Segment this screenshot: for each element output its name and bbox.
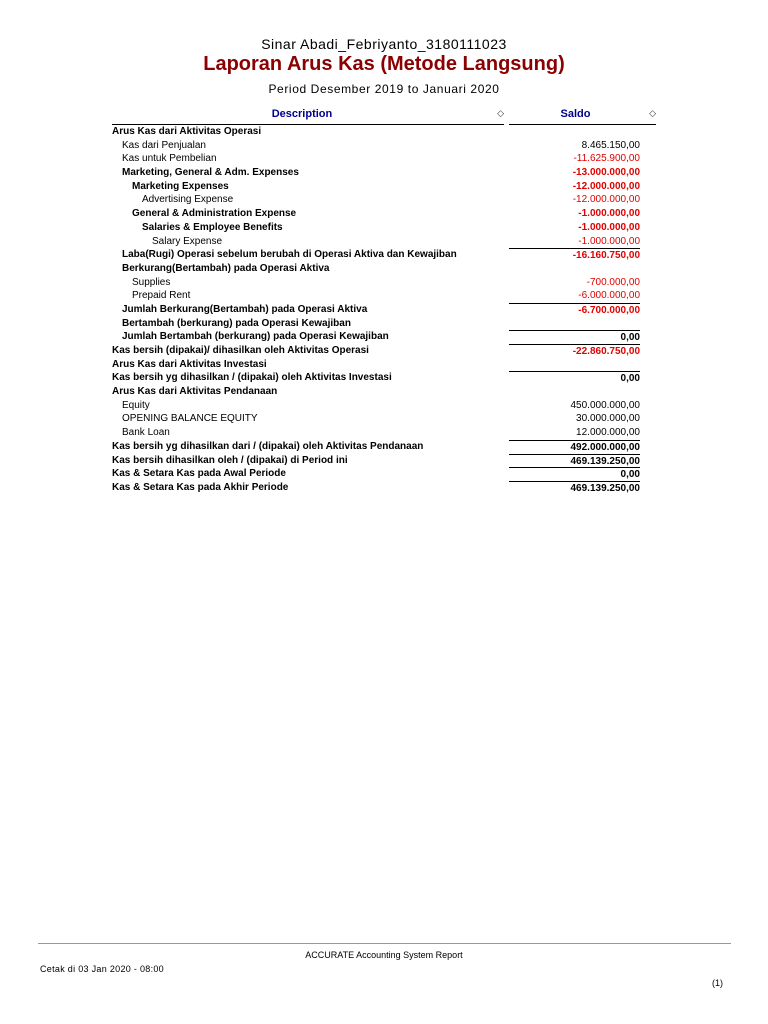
sort-diamond-icon[interactable]: ◇ (649, 108, 656, 118)
row-description: Kas bersih (dipakai)/ dihasilkan oleh Aktivitas Operasi (112, 345, 369, 356)
row-saldo: -11.625.900,00 (573, 153, 640, 165)
table-row (0, 221, 768, 235)
row-saldo: 12.000.000,00 (576, 427, 640, 439)
table-row (0, 139, 768, 153)
table-row (0, 344, 768, 358)
row-description: Supplies (132, 276, 171, 288)
table-row (0, 467, 768, 481)
row-saldo: -6.000.000,00 (578, 290, 640, 302)
table-row (0, 454, 768, 468)
row-description: Marketing Expenses (132, 180, 229, 192)
table-row (0, 371, 768, 385)
row-description: Jumlah Bertambah (berkurang) pada Operasi Kewajiban (122, 331, 389, 343)
table-row (0, 180, 768, 194)
row-saldo: -700.000,00 (586, 276, 640, 288)
row-description: Kas bersih yg dihasilkan dari / (dipakai) oleh Aktivitas Pendanaan (112, 440, 424, 452)
table-row (0, 207, 768, 221)
table-row (0, 166, 768, 180)
company-name: Sinar Abadi_Febriyanto_3180111023 (261, 36, 507, 52)
row-saldo: -22.860.750,00 (509, 344, 640, 359)
row-description: Salary Expense (152, 235, 223, 247)
footer-divider (38, 943, 731, 944)
table-row (0, 426, 768, 440)
column-header-saldo-label: Saldo (560, 108, 591, 120)
row-saldo: -12.000.000,00 (572, 194, 640, 206)
row-saldo: -12.000.000,00 (572, 180, 640, 192)
table-row (0, 481, 768, 495)
row-description: OPENING BALANCE EQUITY (122, 413, 258, 425)
sort-diamond-icon[interactable]: ◇ (497, 108, 504, 118)
row-description: Kas & Setara Kas pada Awal Periode (112, 468, 286, 480)
report-period: Period Desember 2019 to Januari 2020 (268, 82, 500, 96)
table-row (0, 125, 768, 139)
row-description: Bertambah (berkurang) pada Operasi Kewajiban (122, 317, 351, 329)
table-row (0, 152, 768, 166)
row-description: Equity (122, 399, 150, 411)
column-header-description-label: Description (271, 108, 333, 120)
table-row (0, 262, 768, 276)
column-header-description[interactable] (112, 108, 504, 125)
table-row (0, 289, 768, 303)
table-row (0, 385, 768, 399)
row-saldo: 8.465.150,00 (581, 139, 640, 151)
row-saldo: 0,00 (509, 467, 640, 482)
table-row (0, 235, 768, 249)
row-saldo: 30.000.000,00 (576, 413, 640, 425)
table-row (0, 303, 768, 317)
table-row (0, 248, 768, 262)
row-description: Prepaid Rent (132, 290, 191, 302)
row-description: Laba(Rugi) Operasi sebelum berubah di Operasi Aktiva dan Kewajiban (122, 249, 457, 261)
row-saldo: 450.000.000,00 (570, 399, 640, 411)
report-title: Laporan Arus Kas (Metode Langsung) (203, 53, 565, 75)
table-row (0, 317, 768, 331)
row-description: Arus Kas dari Aktivitas Pendanaan (112, 386, 278, 398)
row-description: Kas dari Penjualan (122, 139, 206, 151)
row-description: General & Administration Expense (132, 208, 297, 220)
table-row (0, 440, 768, 454)
row-saldo: -1.000.000,00 (578, 221, 640, 233)
row-saldo: -1.000.000,00 (578, 235, 640, 247)
table-row (0, 399, 768, 413)
row-description: Berkurang(Bertambah) pada Operasi Aktiva (122, 262, 330, 274)
row-saldo: -13.000.000,00 (572, 167, 640, 179)
print-date: Cetak di 03 Jan 2020 - 08:00 (40, 964, 164, 974)
page-number: (1) (712, 978, 723, 988)
table-row (0, 358, 768, 372)
row-saldo: 0,00 (509, 330, 640, 345)
table-row (0, 193, 768, 207)
row-description: Kas untuk Pembelian (122, 153, 217, 165)
row-description: Bank Loan (122, 427, 170, 439)
row-description: Arus Kas dari Aktivitas Investasi (112, 358, 267, 370)
table-row (0, 276, 768, 290)
row-description: Arus Kas dari Aktivitas Operasi (112, 126, 262, 137)
footer-system-label: ACCURATE Accounting System Report (305, 950, 463, 960)
column-header-saldo[interactable] (509, 108, 656, 125)
row-description: Kas bersih yg dihasilkan / (dipakai) oleh Aktivitas Investasi (112, 372, 392, 384)
row-description: Jumlah Berkurang(Bertambah) pada Operasi Aktiva (122, 303, 368, 315)
table-row (0, 330, 768, 344)
row-description: Kas & Setara Kas pada Akhir Periode (112, 481, 289, 493)
row-saldo: 492.000.000,00 (509, 440, 640, 455)
report-table (0, 125, 768, 495)
row-saldo: 0,00 (509, 371, 640, 386)
row-description: Advertising Expense (142, 194, 234, 206)
row-saldo: -1.000.000,00 (578, 208, 640, 220)
row-saldo: 469.139.250,00 (509, 454, 640, 469)
table-row (0, 412, 768, 426)
row-saldo: -16.160.750,00 (509, 248, 640, 263)
row-description: Marketing, General & Adm. Expenses (122, 167, 299, 179)
row-saldo: -6.700.000,00 (509, 303, 640, 318)
row-description: Kas bersih dihasilkan oleh / (dipakai) di Period ini (112, 454, 348, 466)
row-description: Salaries & Employee Benefits (142, 221, 283, 233)
row-saldo: 469.139.250,00 (509, 481, 640, 496)
